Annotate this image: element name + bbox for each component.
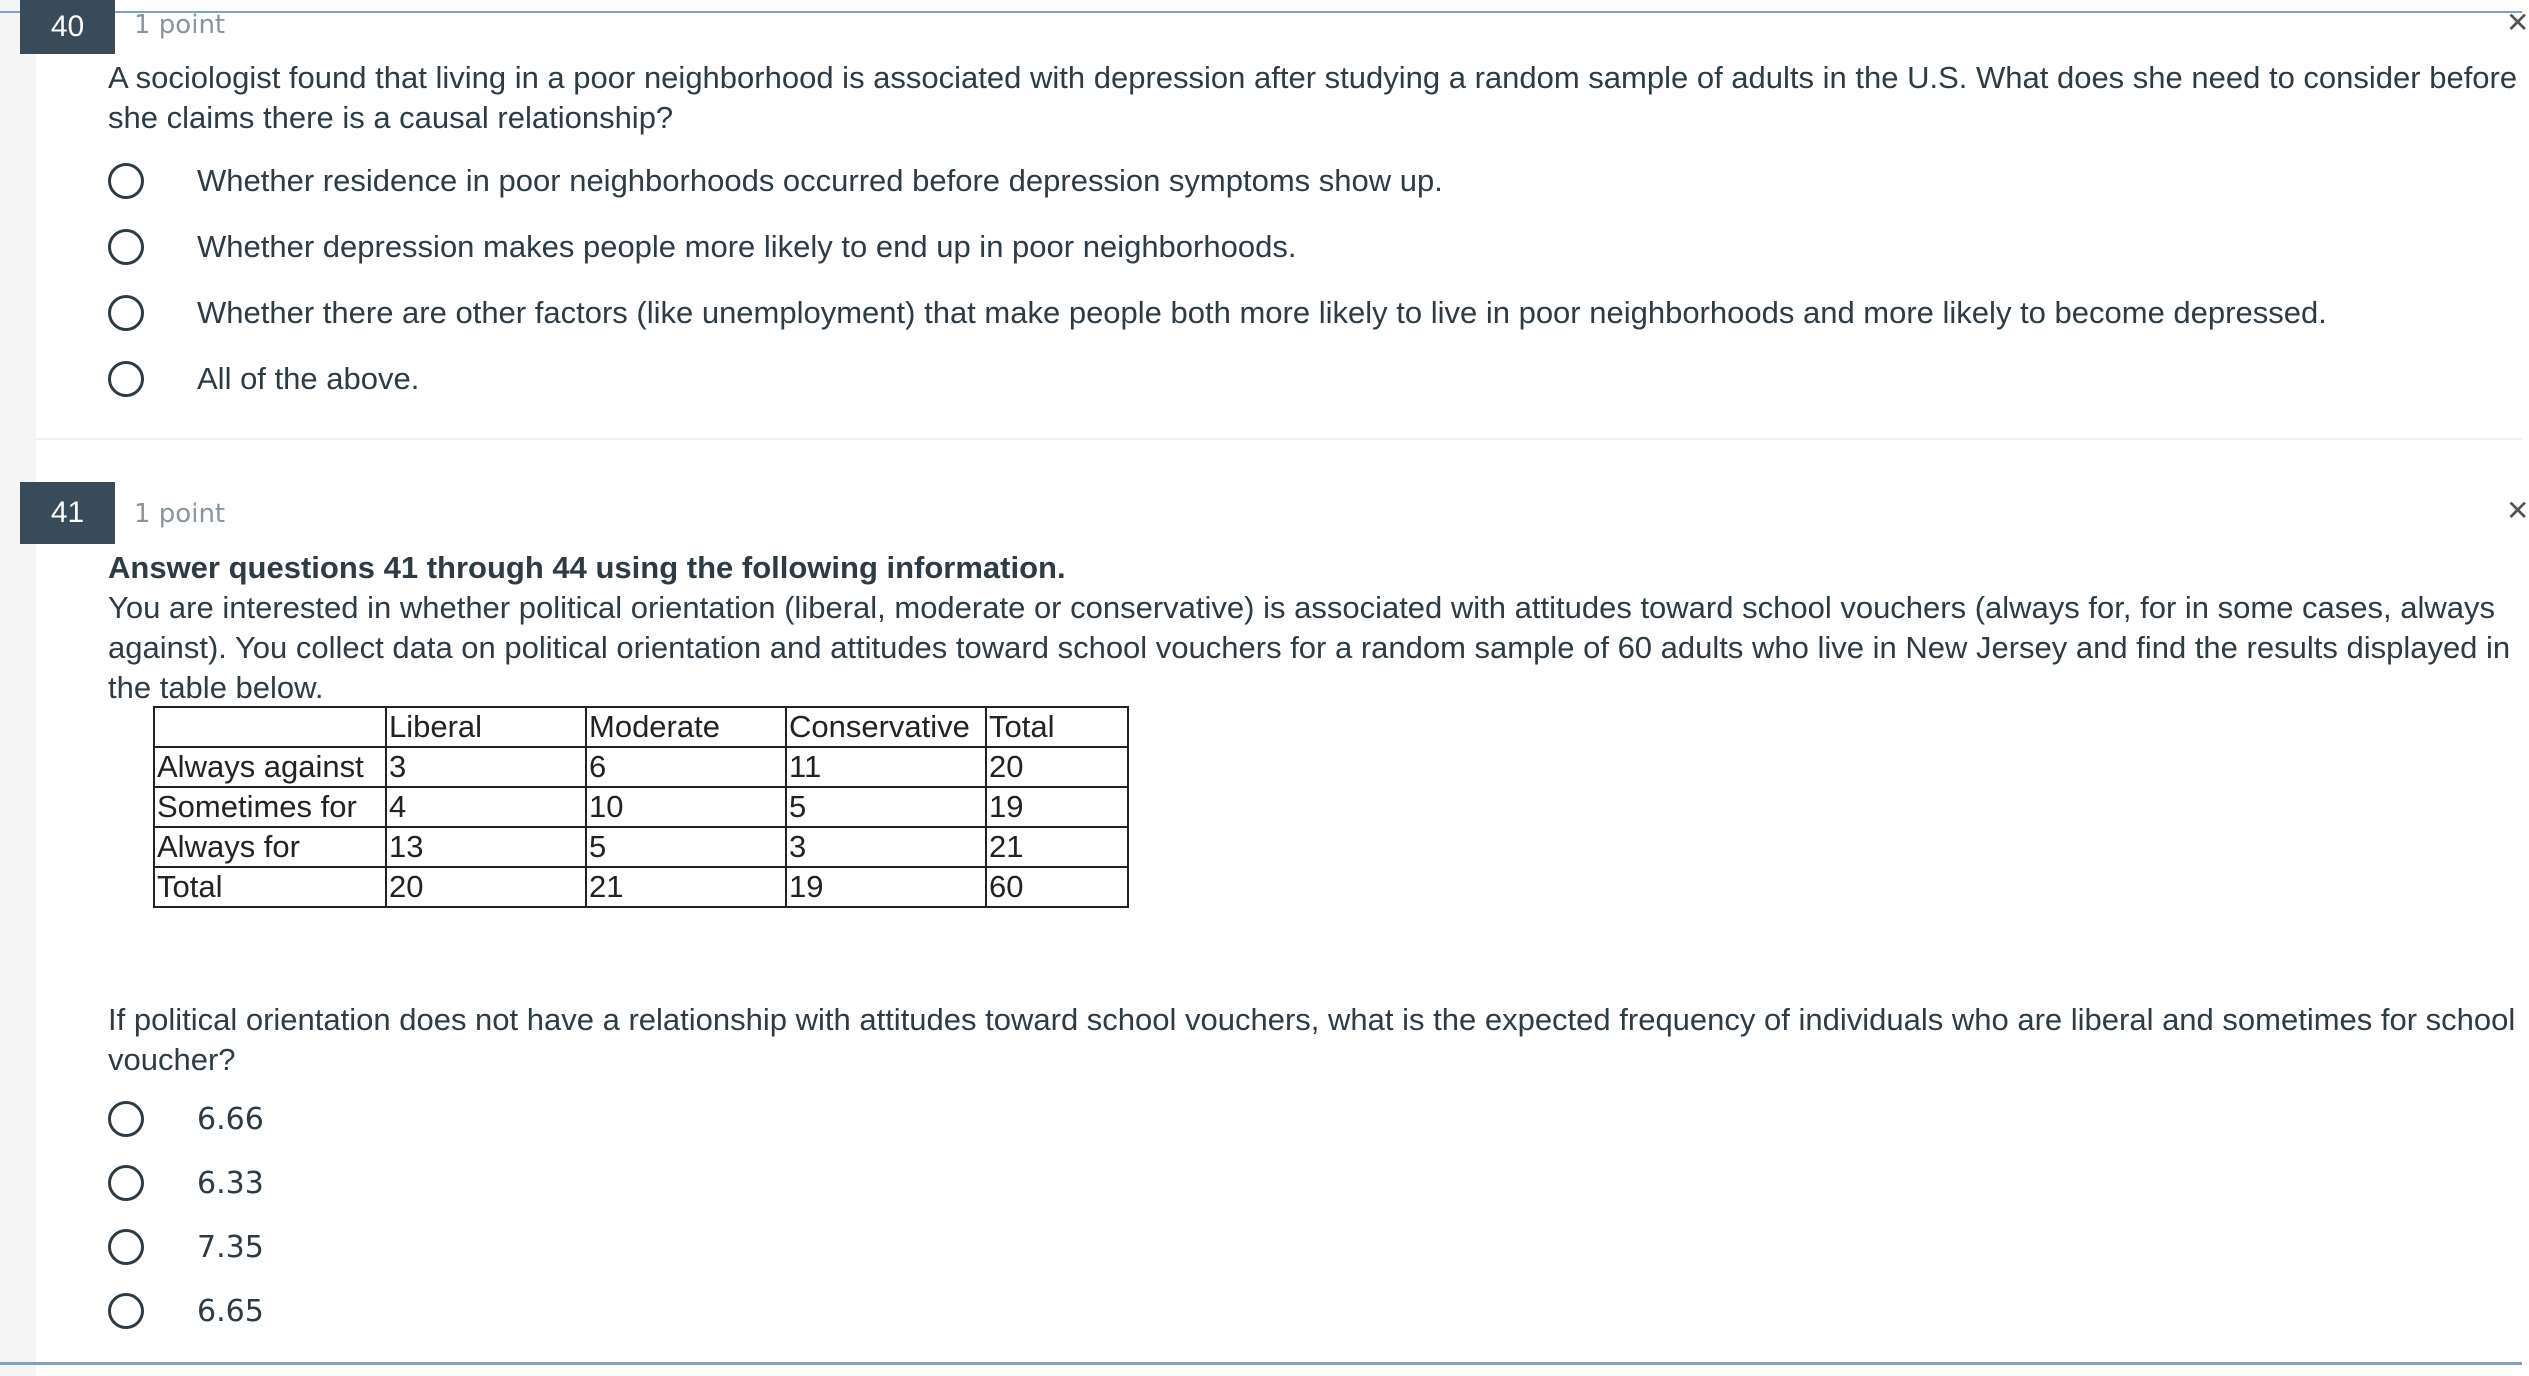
answer-label[interactable]: Whether residence in poor neighborhoods occurred before depression symptoms show up. [197, 163, 1443, 198]
radio-button[interactable] [108, 229, 144, 265]
question-40-text: A sociologist found that living in a poor neighborhood is associated with depression after studying a random sample of adults in the U.S. What does she need to consider before she claims there is a causal relationship? [108, 60, 2518, 135]
table-row-label: Total [154, 867, 386, 907]
answer-option[interactable] [108, 1215, 264, 1279]
radio-button[interactable] [108, 1101, 144, 1137]
answer-option[interactable] [108, 346, 2327, 412]
table-cell: 3 [786, 827, 986, 867]
answer-option[interactable] [108, 280, 2327, 346]
question-41-answers [108, 1087, 264, 1343]
table-cell: 19 [786, 867, 986, 907]
table-cell: 5 [786, 787, 986, 827]
table-row [154, 827, 1128, 867]
table-row-label: Always for [154, 827, 386, 867]
table-cell: 21 [986, 827, 1128, 867]
table-cell: 10 [586, 787, 786, 827]
table-cell: 20 [986, 747, 1128, 787]
top-divider [0, 11, 2522, 13]
question-40-number-badge: 40 [20, 0, 115, 54]
question-40-points: 1 point [134, 10, 226, 40]
radio-button[interactable] [108, 163, 144, 199]
answer-label[interactable]: 7.35 [197, 1229, 264, 1265]
table-cell: 21 [586, 867, 786, 907]
radio-button[interactable] [108, 295, 144, 331]
bottom-divider [0, 1362, 2522, 1365]
radio-button[interactable] [108, 1165, 144, 1201]
question-40-flag-icon[interactable]: ✕ [2506, 7, 2529, 38]
answer-option[interactable] [108, 1087, 264, 1151]
radio-button[interactable] [108, 361, 144, 397]
question-41-intro: You are interested in whether political orientation (liberal, moderate or conservative) is associated with attitudes toward school vouchers (always for, for in some cases, always against). You collect data on political orientation and attitudes toward school vouchers for a random sample of 60 adults who live in New Jersey and find the results displayed in the table below. [108, 590, 2511, 705]
table-header-cell: Moderate [586, 707, 786, 747]
radio-button[interactable] [108, 1229, 144, 1265]
table-header-cell: Liberal [386, 707, 586, 747]
answer-label[interactable]: 6.33 [197, 1165, 264, 1201]
radio-button[interactable] [108, 1293, 144, 1329]
table-cell: 6 [586, 747, 786, 787]
question-41-flag-icon[interactable]: ✕ [2506, 495, 2529, 526]
question-divider [36, 438, 2522, 440]
table-cell: 3 [386, 747, 586, 787]
table-cell: 5 [586, 827, 786, 867]
table-cell: 13 [386, 827, 586, 867]
table-row [154, 867, 1128, 907]
question-40-answers [108, 148, 2327, 412]
answer-label[interactable]: 6.65 [197, 1293, 264, 1329]
table-cell: 19 [986, 787, 1128, 827]
answer-label[interactable]: 6.66 [197, 1101, 264, 1137]
answer-option[interactable] [108, 1151, 264, 1215]
answer-label[interactable]: All of the above. [197, 361, 420, 396]
table-row-label: Sometimes for [154, 787, 386, 827]
question-41-points: 1 point [134, 499, 226, 529]
answer-label[interactable]: Whether depression makes people more likely to end up in poor neighborhoods. [197, 229, 1297, 264]
table-header-cell: Total [986, 707, 1128, 747]
answer-option[interactable] [108, 214, 2327, 280]
table-cell: 11 [786, 747, 986, 787]
answer-option[interactable] [108, 148, 2327, 214]
table-row [154, 787, 1128, 827]
table-cell: 60 [986, 867, 1128, 907]
table-cell [154, 707, 386, 747]
question-41-heading: Answer questions 41 through 44 using the following information. [108, 550, 1066, 585]
table-header-row [154, 707, 1128, 747]
contingency-table [153, 706, 1129, 908]
table-header-cell: Conservative [786, 707, 986, 747]
table-row-label: Always against [154, 747, 386, 787]
answer-label[interactable]: Whether there are other factors (like unemployment) that make people both more likely to live in poor neighborhoods and more likely to become depressed. [197, 295, 2327, 330]
table-cell: 20 [386, 867, 586, 907]
answer-option[interactable] [108, 1279, 264, 1343]
question-41-text: If political orientation does not have a relationship with attitudes toward school vouchers, what is the expected frequency of individuals who are liberal and sometimes for school voucher? [108, 1002, 2516, 1077]
table-cell: 4 [386, 787, 586, 827]
table-row [154, 747, 1128, 787]
question-41-number-badge: 41 [20, 482, 115, 544]
